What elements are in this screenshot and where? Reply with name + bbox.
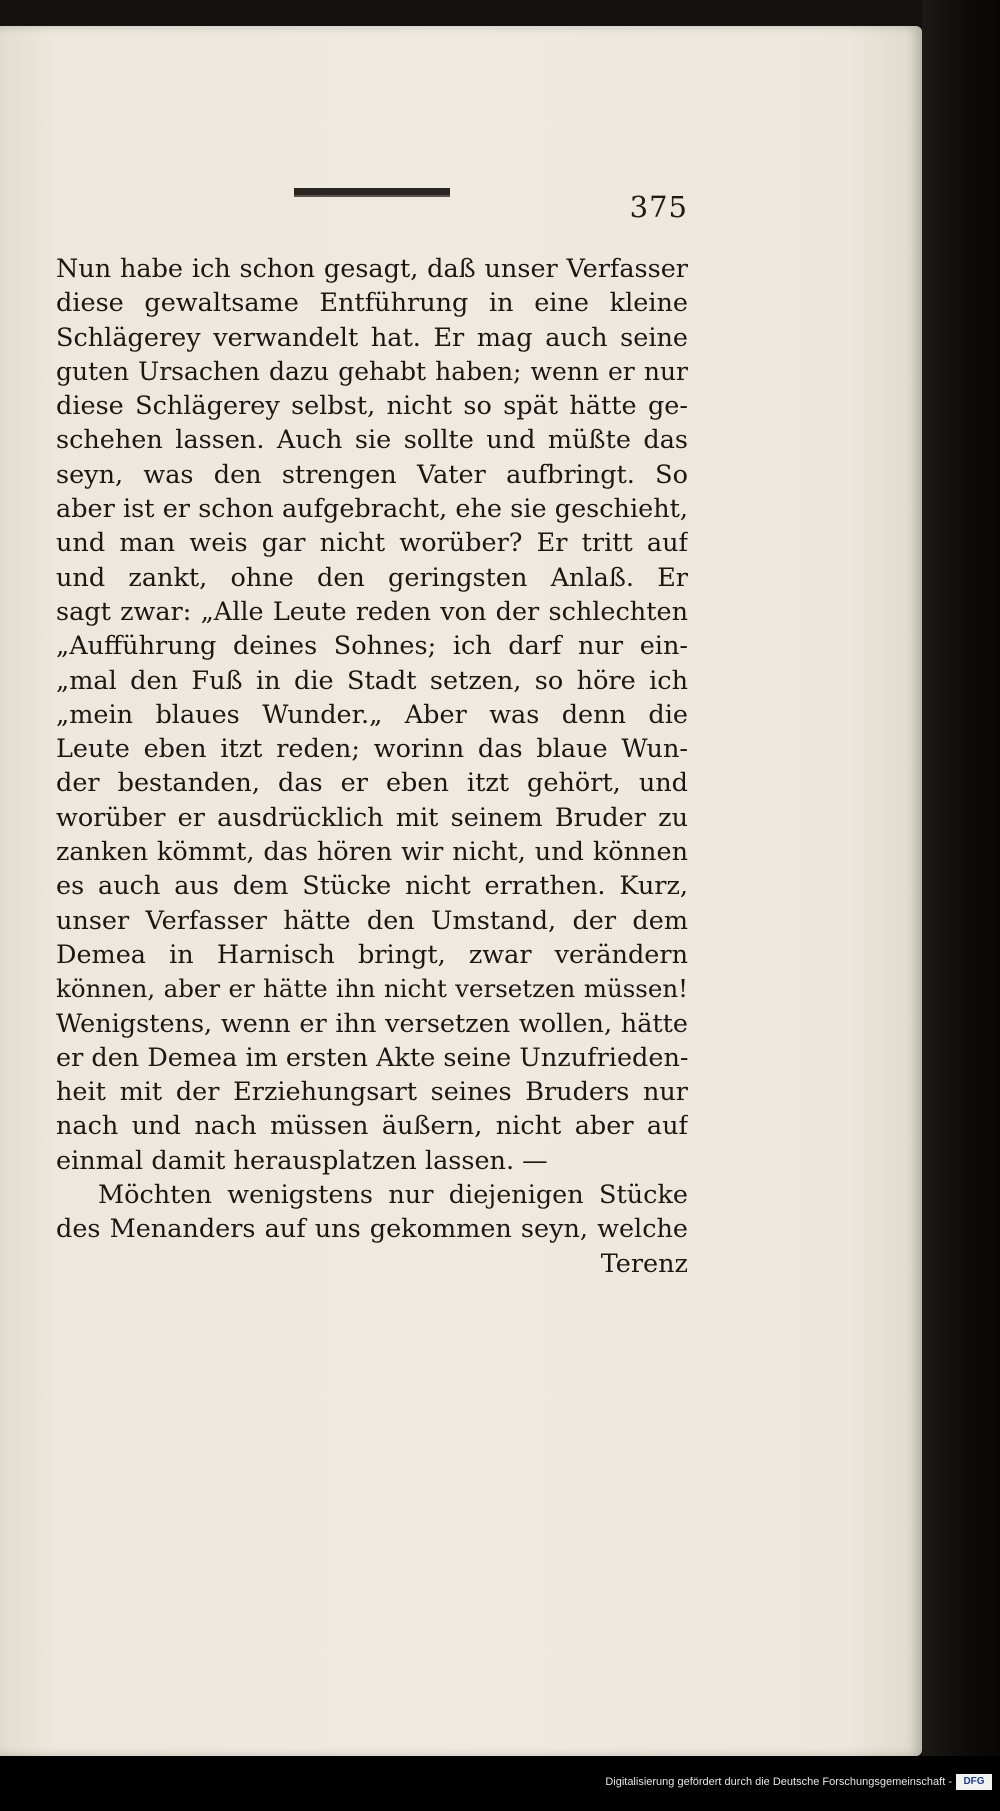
- text-line: „Aufführung deines Sohnes; ich darf nur ein-: [56, 631, 688, 662]
- text-line: Leute eben itzt reden; worinn das blaue Wun-: [56, 734, 688, 765]
- text-line: einmal damit herausplatzen lassen. —: [56, 1145, 548, 1176]
- text-line: heit mit der Erziehungsart seines Bruders nur: [56, 1077, 688, 1108]
- text-line: Nun habe ich schon gesagt, daß unser Verfasser: [56, 254, 688, 284]
- text-line: und zankt, ohne den geringsten Anlaß. Er: [56, 562, 688, 593]
- scan-border-top: [0, 0, 1000, 26]
- text-line: können, aber er hätte ihn nicht versetzen müssen!: [56, 974, 688, 1004]
- scan-footer: [0, 1756, 1000, 1811]
- text-line: guten Ursachen dazu gehabt haben; wenn er nur: [56, 356, 688, 386]
- text-line: Schlägerey verwandelt hat. Er mag auch seine: [56, 322, 688, 353]
- text-line: er den Demea im ersten Akte seine Unzufrieden-: [56, 1042, 688, 1073]
- text-line: Demea in Harnisch bringt, zwar verändern: [56, 939, 688, 970]
- text-line: der bestanden, das er eben itzt gehört, und: [56, 768, 688, 799]
- text-line: sagt zwar: „Alle Leute reden von der schlechten: [56, 596, 688, 627]
- dfg-logo-icon: DFG: [956, 1774, 992, 1790]
- text-line: schehen lassen. Auch sie sollte und müßte das: [56, 425, 688, 456]
- text-line: worüber er ausdrücklich mit seinem Bruder zu: [56, 802, 688, 833]
- text-line: des Menanders auf uns gekommen seyn, welche: [56, 1214, 688, 1245]
- text-line: und man weis gar nicht worüber? Er tritt auf: [56, 528, 688, 559]
- text-line: es auch aus dem Stücke nicht errathen. Kurz,: [56, 871, 688, 902]
- text-line: Möchten wenigstens nur diejenigen Stücke: [98, 1180, 688, 1211]
- body-text: [56, 252, 688, 1281]
- scan-border-right: [922, 0, 1000, 1811]
- text-line: diese gewaltsame Entführung in eine kleine: [56, 288, 688, 319]
- text-line: „mein blaues Wunder.„ Aber was denn die: [56, 699, 688, 730]
- page-number: 375: [629, 190, 688, 224]
- text-line: unser Verfasser hätte den Umstand, der dem: [56, 905, 688, 936]
- text-line: diese Schlägerey selbst, nicht so spät hätte ge-: [56, 391, 688, 422]
- text-line: „mal den Fuß in die Stadt setzen, so höre ich: [56, 665, 688, 696]
- text-line: Wenigstens, wenn er ihn versetzen wollen, hätte: [56, 1008, 688, 1039]
- header-ornament-rule: [294, 188, 450, 197]
- catchword: Terenz: [600, 1248, 688, 1279]
- text-line: nach und nach müssen äußern, nicht aber auf: [56, 1111, 688, 1142]
- funding-credit: Digitalisierung gefördert durch die Deutsche Forschungsgemeinschaft -: [605, 1776, 952, 1788]
- text-line: aber ist er schon aufgebracht, ehe sie geschieht,: [56, 494, 688, 525]
- text-line: seyn, was den strengen Vater aufbringt. So: [56, 459, 688, 490]
- text-line: zanken kömmt, das hören wir nicht, und können: [56, 837, 688, 868]
